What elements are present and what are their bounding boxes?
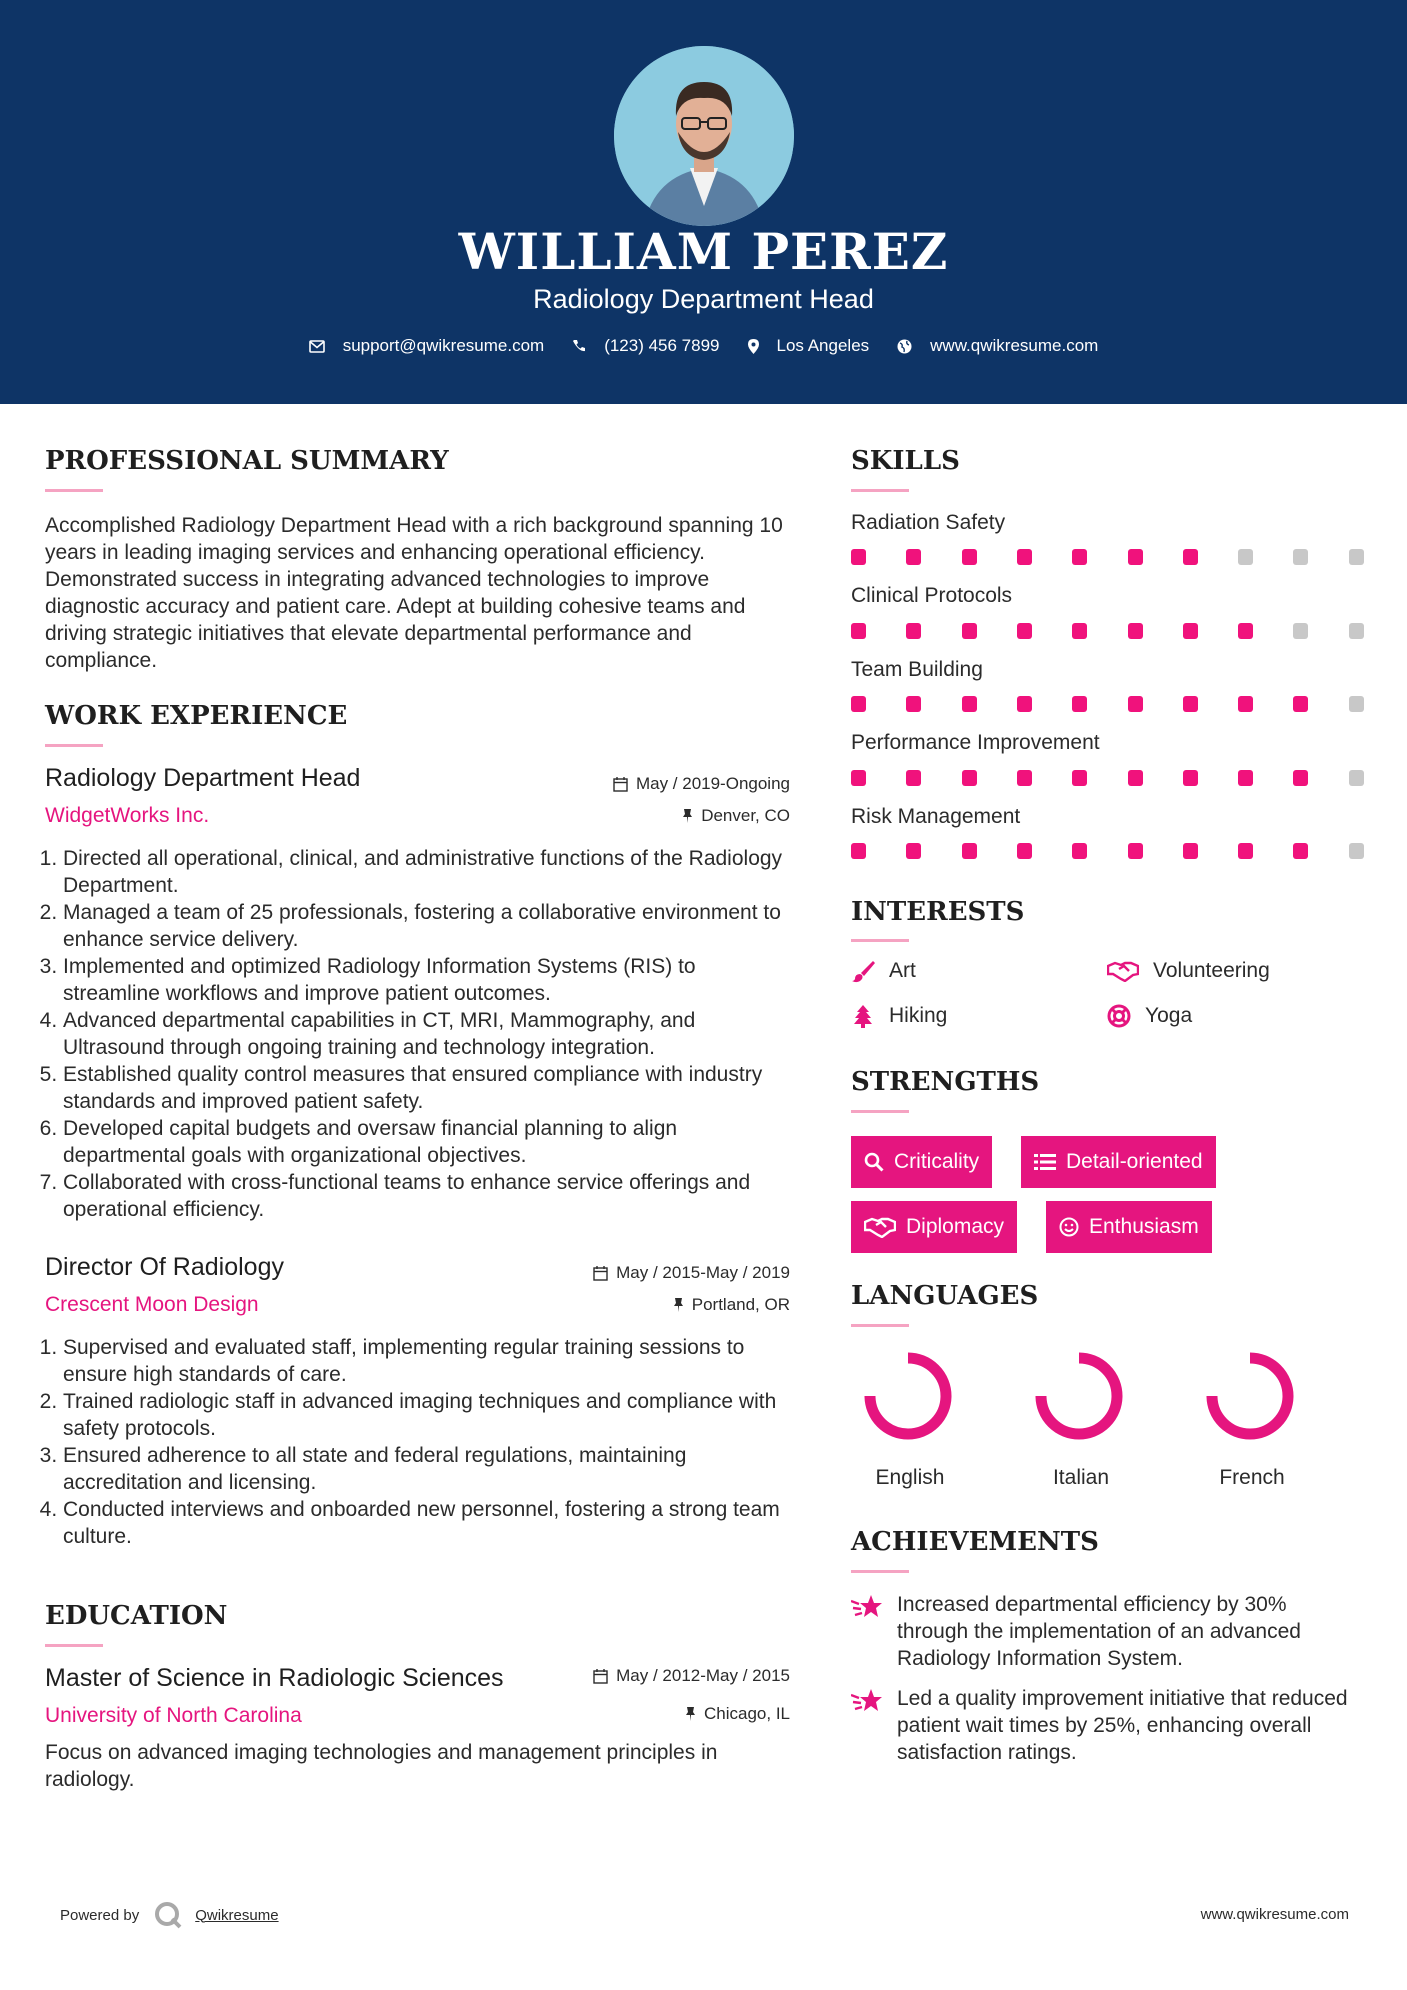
list-item: 3. Ensured adherence to all state and federal regulations, maintaining accreditation and licensing.: [63, 1442, 795, 1496]
list-item: 3. Implemented and optimized Radiology Information Systems (RIS) to streamline workflows and improve patient outcomes.: [63, 953, 795, 1007]
globe-icon: [897, 339, 912, 354]
skill-dot-filled: [1072, 623, 1087, 639]
job-location: [540, 1295, 790, 1315]
strength-label: Criticality: [894, 1150, 980, 1173]
skill-dot-filled: [1072, 549, 1087, 565]
education-dates-text: May / 2012-May / 2015: [616, 1666, 790, 1685]
skill-dot-empty: [1238, 549, 1253, 565]
skill-dot-filled: [906, 843, 921, 859]
skill-name: Radiation Safety: [851, 511, 1006, 534]
skill-dot-empty: [1349, 770, 1364, 786]
strength-label: Diplomacy: [906, 1215, 1005, 1238]
skill-dot-filled: [1128, 843, 1143, 859]
email-text: support@qwikresume.com: [342, 336, 545, 355]
contact-email[interactable]: [309, 336, 545, 356]
skill-dot-filled: [1293, 770, 1308, 786]
interest-label: Yoga: [1145, 1004, 1193, 1027]
footer-website[interactable]: www.qwikresume.com: [1200, 1906, 1349, 1923]
skills-heading: SKILLS: [851, 446, 960, 476]
skill-dot-filled: [962, 843, 977, 859]
skill-dot-filled: [1183, 770, 1198, 786]
skill-name: Team Building: [851, 658, 983, 681]
job-title: Radiology Department Head: [45, 764, 361, 792]
list-item: 2. Managed a team of 25 professionals, fostering a collaborative environment to enhance service delivery.: [63, 899, 795, 953]
handshake-icon: [1107, 960, 1139, 982]
skill-dot-filled: [851, 696, 866, 712]
summary-text: Accomplished Radiology Department Head with a rich background spanning 10 years in leading imaging services and enhancing operational efficiency. Demonstrated success in integrating advanced technologies to improve diagnostic accuracy and patient care. Adept at building cohesive teams and driving strategic initiatives that elevate departmental performance and compliance.: [45, 514, 783, 672]
skill-name: Clinical Protocols: [851, 584, 1013, 607]
skills-underline: [851, 489, 909, 492]
skill-dot-filled: [1128, 623, 1143, 639]
shooting-star-icon: [851, 1593, 883, 1621]
paintbrush-icon: [851, 959, 875, 983]
language-label: English: [875, 1466, 945, 1489]
skill-dot-filled: [962, 623, 977, 639]
skill-dot-filled: [1072, 696, 1087, 712]
school-name: University of North Carolina: [45, 1704, 302, 1727]
skill-dot-filled: [1017, 843, 1032, 859]
list-item: 5. Established quality control measures that ensured compliance with industry standards and improved patient safety.: [63, 1061, 795, 1115]
job-location: [540, 806, 790, 826]
languages-underline: [851, 1324, 909, 1327]
achievement-text: Increased departmental efficiency by 30% through the implementation of an advanced Radiology Information System.: [897, 1593, 1301, 1670]
skill-dot-filled: [1238, 696, 1253, 712]
interest-item: [1107, 959, 1270, 983]
skill-dot-filled: [1128, 549, 1143, 565]
language-ring-italian: [1041, 1358, 1117, 1434]
job-responsibilities: [45, 1334, 795, 1550]
powered-by-label: Powered by: [60, 1906, 140, 1924]
calendar-icon: [593, 1266, 608, 1281]
skill-rating: [851, 696, 1364, 714]
skill-dot-empty: [1293, 549, 1308, 565]
envelope-icon: [309, 340, 325, 353]
education-location-text: Chicago, IL: [704, 1704, 790, 1723]
languages-heading: LANGUAGES: [851, 1281, 1039, 1311]
list-item: 2. Trained radiologic staff in advanced imaging techniques and compliance with safety protocols.: [63, 1388, 795, 1442]
location-text: Los Angeles: [776, 336, 870, 355]
skill-dot-filled: [1238, 843, 1253, 859]
education-location: [540, 1704, 790, 1724]
candidate-name: WILLIAM PEREZ: [458, 222, 949, 281]
skill-dot-filled: [1017, 770, 1032, 786]
skill-dot-empty: [1349, 696, 1364, 712]
qwikresume-logo-icon: [153, 1900, 183, 1930]
interest-item: [851, 1004, 947, 1028]
interests-heading: INTERESTS: [851, 897, 1025, 927]
interest-label: Art: [889, 959, 916, 982]
job-dates: [540, 1263, 790, 1283]
pushpin-icon: [685, 1707, 696, 1721]
skill-dot-filled: [1017, 549, 1032, 565]
summary-underline: [45, 489, 103, 492]
list-item: 4. Conducted interviews and onboarded new personnel, fostering a strong team culture.: [63, 1496, 795, 1550]
job-location-text: Portland, OR: [691, 1295, 790, 1314]
skill-dot-filled: [1293, 843, 1308, 859]
handshake-icon: [864, 1216, 896, 1238]
skill-dot-filled: [906, 696, 921, 712]
strength-tag: [1046, 1201, 1212, 1253]
pushpin-icon: [673, 1298, 684, 1312]
skill-dot-filled: [851, 770, 866, 786]
skill-dot-filled: [906, 770, 921, 786]
skill-rating: [851, 623, 1364, 641]
skill-dot-empty: [1349, 549, 1364, 565]
qwikresume-link[interactable]: Qwikresume: [195, 1906, 279, 1924]
education-heading: EDUCATION: [45, 1601, 228, 1631]
skill-dot-filled: [1238, 623, 1253, 639]
education-dates: [540, 1666, 790, 1686]
list-item: 4. Advanced departmental capabilities in CT, MRI, Mammography, and Ultrasound through ongoing training and technology integration.: [63, 1007, 795, 1061]
list-icon: [1034, 1153, 1056, 1171]
skill-dot-filled: [1183, 549, 1198, 565]
skill-dot-filled: [1128, 696, 1143, 712]
pushpin-icon: [682, 809, 693, 823]
job-dates-text: May / 2019-Ongoing: [635, 774, 790, 793]
phone-text: (123) 456 7899: [604, 336, 720, 355]
skill-dot-empty: [1349, 623, 1364, 639]
website-text: www.qwikresume.com: [930, 336, 1099, 355]
skill-dot-filled: [1072, 770, 1087, 786]
job-dates: [540, 774, 790, 794]
footer-powered-by: [60, 1900, 279, 1930]
language-ring-english: [870, 1358, 946, 1434]
skill-dot-empty: [1349, 843, 1364, 859]
strengths-underline: [851, 1110, 909, 1113]
strengths-heading: STRENGTHS: [851, 1067, 1040, 1097]
achievement-item: [851, 1591, 1351, 1672]
skill-rating: [851, 549, 1364, 567]
language-ring-french: [1212, 1358, 1288, 1434]
skill-dot-filled: [1293, 696, 1308, 712]
contact-bar: [0, 336, 1407, 356]
summary-heading: PROFESSIONAL SUMMARY: [45, 446, 449, 476]
language-label: Italian: [1052, 1466, 1110, 1489]
list-item: 1. Directed all operational, clinical, and administrative functions of the Radiology Department.: [63, 845, 795, 899]
interest-label: Volunteering: [1153, 959, 1270, 982]
calendar-icon: [613, 777, 628, 792]
skill-dot-filled: [906, 623, 921, 639]
skill-dot-filled: [1183, 623, 1198, 639]
achievements-underline: [851, 1570, 909, 1573]
smile-icon: [1059, 1217, 1079, 1237]
achievement-text: Led a quality improvement initiative that reduced patient wait times by 25%, enhancing overall satisfaction ratings.: [897, 1687, 1348, 1764]
list-item: 7. Collaborated with cross-functional teams to enhance service offerings and operational efficiency.: [63, 1169, 795, 1223]
skill-name: Risk Management: [851, 805, 1021, 828]
education-text: Focus on advanced imaging technologies and management principles in radiology.: [45, 1741, 718, 1791]
search-icon: [864, 1152, 884, 1172]
skill-dot-filled: [1128, 770, 1143, 786]
calendar-icon: [593, 1669, 608, 1684]
tree-icon: [851, 1004, 875, 1028]
company-name: WidgetWorks Inc.: [45, 804, 210, 827]
job-location-text: Denver, CO: [701, 806, 790, 825]
skill-dot-empty: [1293, 623, 1308, 639]
skill-dot-filled: [851, 843, 866, 859]
shooting-star-icon: [851, 1687, 883, 1715]
skill-dot-filled: [1183, 696, 1198, 712]
contact-location: [748, 336, 870, 356]
strength-label: Detail-oriented: [1066, 1150, 1203, 1173]
list-item: 6. Developed capital budgets and oversaw financial planning to align departmental goals with organizational objectives.: [63, 1115, 795, 1169]
job-dates-text: May / 2015-May / 2019: [616, 1263, 790, 1282]
experience-underline: [45, 744, 103, 747]
interest-item: [851, 959, 916, 983]
education-underline: [45, 1644, 103, 1647]
experience-heading: WORK EXPERIENCE: [45, 701, 348, 731]
lifebuoy-icon: [1107, 1004, 1131, 1028]
skill-dot-filled: [1072, 843, 1087, 859]
list-item: 1. Supervised and evaluated staff, implementing regular training sessions to ensure high standards of care.: [63, 1334, 795, 1388]
skill-dot-filled: [1183, 843, 1198, 859]
interest-label: Hiking: [889, 1004, 948, 1027]
achievement-item: [851, 1685, 1351, 1766]
job-title: Director Of Radiology: [45, 1253, 284, 1281]
skill-dot-filled: [962, 696, 977, 712]
skill-dot-filled: [962, 549, 977, 565]
resume-header: [0, 0, 1407, 404]
contact-website[interactable]: [897, 336, 1098, 356]
contact-phone[interactable]: [572, 336, 719, 356]
phone-icon: [572, 339, 586, 353]
job-responsibilities: [45, 845, 795, 1223]
skill-dot-filled: [851, 623, 866, 639]
candidate-role: Radiology Department Head: [533, 284, 874, 314]
language-rings: [851, 1346, 1371, 1456]
interests-underline: [851, 939, 909, 942]
skill-dot-filled: [906, 549, 921, 565]
skill-dot-filled: [1238, 770, 1253, 786]
degree-title: Master of Science in Radiologic Sciences: [45, 1664, 504, 1692]
interest-item: [1107, 1004, 1192, 1028]
skill-dot-filled: [1017, 623, 1032, 639]
strength-tag: [851, 1136, 992, 1188]
language-label: French: [1219, 1466, 1285, 1489]
skill-dot-filled: [962, 770, 977, 786]
person-photo-icon: [614, 46, 794, 226]
map-pin-icon: [748, 339, 759, 354]
skill-dot-filled: [1017, 696, 1032, 712]
strength-label: Enthusiasm: [1089, 1215, 1199, 1238]
strength-tag: [851, 1201, 1017, 1253]
skill-name: Performance Improvement: [851, 731, 1100, 754]
skill-dot-filled: [851, 549, 866, 565]
strength-tag: [1021, 1136, 1216, 1188]
skill-rating: [851, 843, 1364, 861]
achievements-heading: ACHIEVEMENTS: [851, 1527, 1099, 1557]
profile-photo: [614, 46, 794, 226]
skill-rating: [851, 770, 1364, 788]
company-name: Crescent Moon Design: [45, 1293, 259, 1316]
